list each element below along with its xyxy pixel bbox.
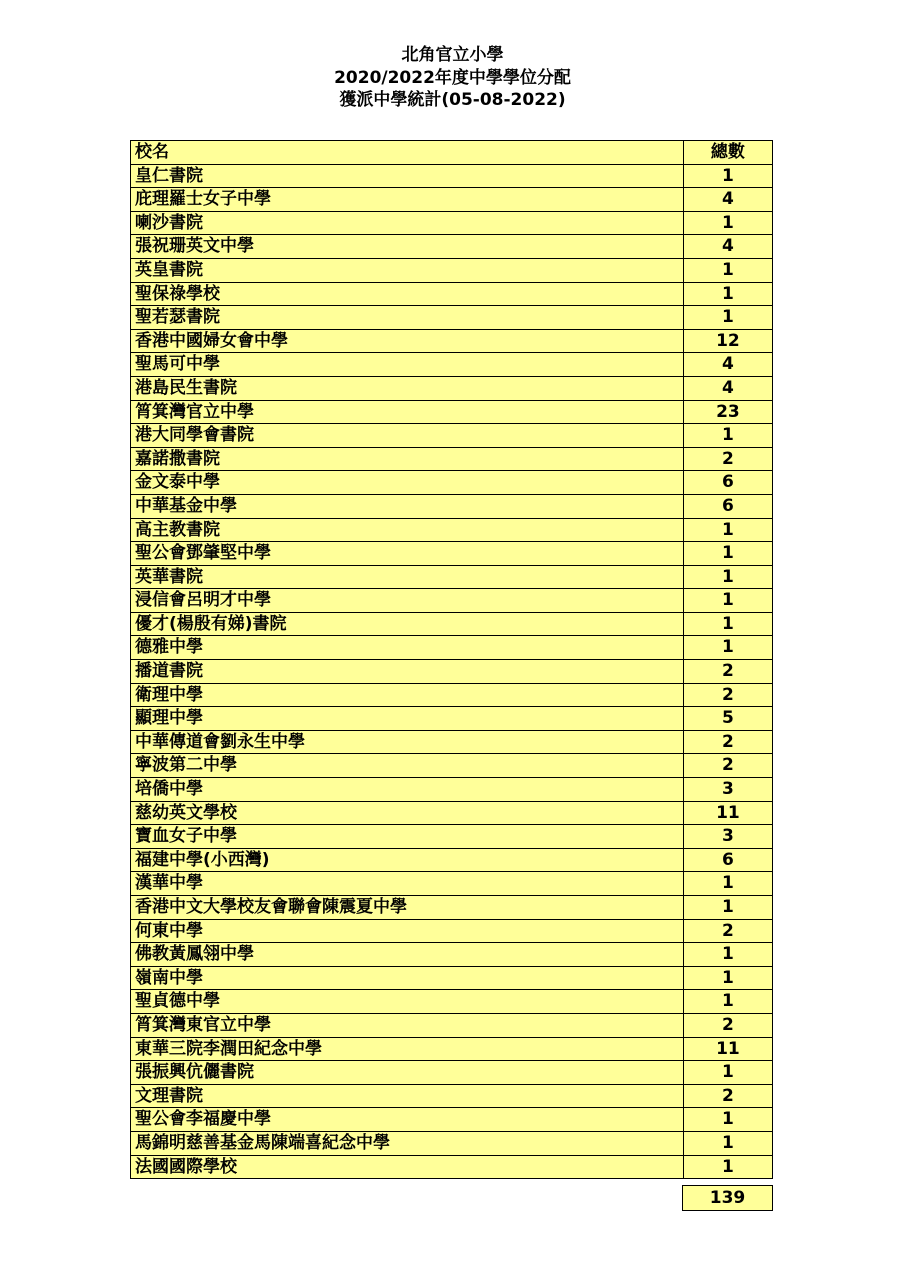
grand-total: 139 — [682, 1185, 773, 1211]
table-row — [131, 636, 773, 660]
school-name-cell: 聖保祿學校 — [131, 282, 684, 306]
school-name-cell: 聖貞德中學 — [131, 990, 684, 1014]
student-count-cell: 1 — [683, 612, 772, 636]
allocation-year-title: 2020/2022年度中學學位分配 — [334, 67, 571, 88]
school-name-cell: 香港中國婦女會中學 — [131, 329, 684, 353]
student-count-cell: 4 — [683, 188, 772, 212]
student-count-cell: 12 — [683, 329, 772, 353]
table-row — [131, 754, 773, 778]
table-row — [131, 164, 773, 188]
school-name-cell: 文理書院 — [131, 1084, 684, 1108]
student-count-cell: 2 — [683, 660, 772, 684]
table-row — [131, 778, 773, 802]
student-count-cell: 1 — [683, 1108, 772, 1132]
allocation-table-body — [131, 141, 773, 1179]
school-name-title: 北角官立小學 — [401, 45, 504, 65]
table-row — [131, 258, 773, 282]
student-count-cell: 1 — [683, 424, 772, 448]
student-count-cell: 1 — [683, 518, 772, 542]
student-count-cell: 6 — [683, 471, 772, 495]
student-count-cell: 4 — [683, 376, 772, 400]
table-row — [131, 188, 773, 212]
table-row — [131, 872, 773, 896]
school-name-cell: 高主教書院 — [131, 518, 684, 542]
table-row — [131, 1061, 773, 1085]
student-count-cell: 1 — [683, 990, 772, 1014]
student-count-cell: 6 — [683, 494, 772, 518]
table-row — [131, 990, 773, 1014]
student-count-cell: 1 — [683, 1131, 772, 1155]
student-count-cell: 1 — [683, 1061, 772, 1085]
student-count-cell: 2 — [683, 683, 772, 707]
table-row — [131, 683, 773, 707]
school-name-cell: 筲箕灣官立中學 — [131, 400, 684, 424]
student-count-cell: 11 — [683, 801, 772, 825]
school-name-cell: 優才(楊殷有娣)書院 — [131, 612, 684, 636]
student-count-cell: 2 — [683, 1084, 772, 1108]
table-row — [131, 211, 773, 235]
school-name-cell: 德雅中學 — [131, 636, 684, 660]
statistics-date-title: 獲派中學統計(05-08-2022) — [339, 90, 566, 110]
table-row — [131, 1108, 773, 1132]
student-count-cell: 1 — [683, 896, 772, 920]
student-count-cell: 2 — [683, 919, 772, 943]
table-row — [131, 919, 773, 943]
student-count-cell: 2 — [683, 1013, 772, 1037]
student-count-cell: 1 — [683, 164, 772, 188]
student-count-cell: 23 — [683, 400, 772, 424]
table-row — [131, 589, 773, 613]
student-count-cell: 1 — [683, 211, 772, 235]
table-row — [131, 966, 773, 990]
school-name-cell: 喇沙書院 — [131, 211, 684, 235]
student-count-cell: 1 — [683, 943, 772, 967]
student-count-cell: 6 — [683, 848, 772, 872]
table-row — [131, 353, 773, 377]
school-name-cell: 中華傳道會劉永生中學 — [131, 730, 684, 754]
table-row — [131, 518, 773, 542]
school-name-cell: 港大同學會書院 — [131, 424, 684, 448]
school-name-cell: 浸信會呂明才中學 — [131, 589, 684, 613]
table-row — [131, 471, 773, 495]
school-name-cell: 嘉諾撒書院 — [131, 447, 684, 471]
table-row — [131, 376, 773, 400]
student-count-cell: 2 — [683, 447, 772, 471]
table-header-row — [131, 141, 773, 165]
student-count-cell: 2 — [683, 730, 772, 754]
table-row — [131, 1084, 773, 1108]
table-row — [131, 494, 773, 518]
student-count-cell: 1 — [683, 636, 772, 660]
table-row — [131, 612, 773, 636]
table-row — [131, 542, 773, 566]
school-name-cell: 慈幼英文學校 — [131, 801, 684, 825]
student-count-cell: 1 — [683, 542, 772, 566]
table-row — [131, 801, 773, 825]
table-row — [131, 400, 773, 424]
student-count-cell: 5 — [683, 707, 772, 731]
student-count-cell: 1 — [683, 1155, 772, 1179]
student-count-cell: 1 — [683, 565, 772, 589]
student-count-cell: 1 — [683, 966, 772, 990]
school-name-cell: 寶血女子中學 — [131, 825, 684, 849]
student-count-cell: 11 — [683, 1037, 772, 1061]
school-name-cell: 聖若瑟書院 — [131, 306, 684, 330]
school-name-cell: 馬錦明慈善基金馬陳端喜紀念中學 — [131, 1131, 684, 1155]
school-name-cell: 顯理中學 — [131, 707, 684, 731]
school-name-cell: 嶺南中學 — [131, 966, 684, 990]
student-count-cell: 4 — [683, 235, 772, 259]
table-row — [131, 282, 773, 306]
school-name-cell: 金文泰中學 — [131, 471, 684, 495]
school-name-cell: 張祝珊英文中學 — [131, 235, 684, 259]
table-row — [131, 1037, 773, 1061]
student-count-cell: 1 — [683, 282, 772, 306]
allocation-table — [130, 140, 773, 1179]
school-name-cell: 衛理中學 — [131, 683, 684, 707]
student-count-cell: 1 — [683, 872, 772, 896]
table-row — [131, 707, 773, 731]
table-row — [131, 848, 773, 872]
column-header-school-name: 校名 — [131, 141, 684, 165]
school-name-cell: 英華書院 — [131, 565, 684, 589]
table-row — [131, 730, 773, 754]
student-count-cell: 1 — [683, 589, 772, 613]
table-row — [131, 1013, 773, 1037]
school-name-cell: 聖公會李福慶中學 — [131, 1108, 684, 1132]
school-name-cell: 培僑中學 — [131, 778, 684, 802]
table-row — [131, 306, 773, 330]
table-row — [131, 447, 773, 471]
school-name-cell: 港島民生書院 — [131, 376, 684, 400]
school-name-cell: 張振興伉儷書院 — [131, 1061, 684, 1085]
school-name-cell: 中華基金中學 — [131, 494, 684, 518]
column-header-total: 總數 — [683, 141, 772, 165]
school-name-cell: 播道書院 — [131, 660, 684, 684]
school-name-cell: 何東中學 — [131, 919, 684, 943]
student-count-cell: 1 — [683, 258, 772, 282]
school-name-cell: 佛教黃鳳翎中學 — [131, 943, 684, 967]
table-row — [131, 825, 773, 849]
table-row — [131, 235, 773, 259]
document-title — [0, 44, 905, 112]
table-row — [131, 1155, 773, 1179]
school-name-cell: 法國國際學校 — [131, 1155, 684, 1179]
table-row — [131, 424, 773, 448]
school-name-cell: 香港中文大學校友會聯會陳震夏中學 — [131, 896, 684, 920]
school-name-cell: 英皇書院 — [131, 258, 684, 282]
table-row — [131, 565, 773, 589]
student-count-cell: 3 — [683, 778, 772, 802]
school-name-cell: 聖公會鄧肇堅中學 — [131, 542, 684, 566]
table-row — [131, 896, 773, 920]
school-name-cell: 東華三院李潤田紀念中學 — [131, 1037, 684, 1061]
student-count-cell: 3 — [683, 825, 772, 849]
table-row — [131, 943, 773, 967]
school-name-cell: 皇仁書院 — [131, 164, 684, 188]
table-row — [131, 329, 773, 353]
table-row — [131, 660, 773, 684]
school-name-cell: 筲箕灣東官立中學 — [131, 1013, 684, 1037]
table-row — [131, 1131, 773, 1155]
school-name-cell: 福建中學(小西灣) — [131, 848, 684, 872]
school-name-cell: 漢華中學 — [131, 872, 684, 896]
school-name-cell: 寧波第二中學 — [131, 754, 684, 778]
school-name-cell: 聖馬可中學 — [131, 353, 684, 377]
student-count-cell: 1 — [683, 306, 772, 330]
school-name-cell: 庇理羅士女子中學 — [131, 188, 684, 212]
student-count-cell: 4 — [683, 353, 772, 377]
student-count-cell: 2 — [683, 754, 772, 778]
